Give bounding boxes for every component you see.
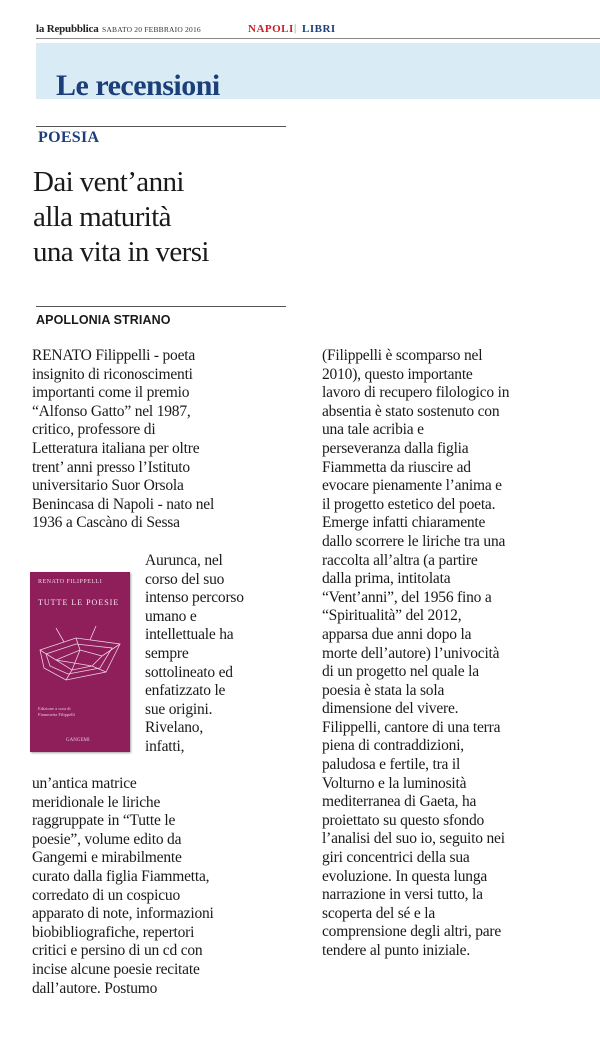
text-line: 1936 a Cascàno di Sessa (32, 514, 180, 532)
column-1-top (32, 347, 214, 533)
text-line: corredato di un cospicuo (32, 886, 180, 904)
text-line: intellettuale ha (145, 626, 234, 644)
article-headline (33, 165, 313, 270)
text-line: “Spiritualità” del 2012, (322, 607, 462, 625)
text-line: Fiammetta da riuscire ad (322, 458, 471, 476)
text-line: giri concentrici della sua (322, 849, 470, 867)
text-line: “Alfonso Gatto” nel 1987, (32, 402, 191, 420)
text-line: intenso percorso (145, 589, 244, 607)
text-line: critici e persino di un cd con (32, 942, 203, 960)
text-line: Emerge infatti chiaramente (322, 514, 486, 532)
headline-line: una vita in versi (33, 236, 209, 268)
text-line: universitario Suor Orsola (32, 477, 184, 495)
text-line: il progetto estetico del poeta. (322, 495, 496, 513)
text-line: RENATO Filippelli - poeta (32, 347, 196, 364)
text-line: dall’autore. Postumo (32, 979, 158, 997)
section-name: NAPOLI (248, 23, 294, 35)
column-1-bottom (32, 775, 214, 998)
issue-date: SABATO 20 FEBBRAIO 2016 (102, 25, 201, 34)
book-subtitle-line: Edizione a cura di (38, 706, 71, 711)
text-line: 2010), questo importante (322, 365, 473, 383)
kicker-rule (36, 126, 286, 127)
text-line: sue origini. (145, 700, 213, 718)
text-line: perseveranza dalla figlia (322, 439, 469, 457)
column-1-beside-image (145, 552, 244, 757)
text-line: comprensione degli altri, pare (322, 923, 502, 941)
text-line: lavoro di recupero filologico in (322, 384, 510, 402)
text-line: Rivelano, (145, 719, 204, 737)
text-line: una tale acribia e (322, 421, 424, 439)
book-cover-publisher: GANGEMI (66, 738, 90, 743)
text-line: evoluzione. In questa lunga (322, 867, 488, 885)
text-line: “Vent’anni”, del 1956 fino a (322, 588, 492, 606)
headline-line: alla maturità (33, 201, 171, 233)
text-line: sottolineato ed (145, 663, 233, 681)
text-line: Benincasa di Napoli - nato nel (32, 495, 215, 513)
text-line: paludosa e fertile, tra il (322, 756, 461, 774)
text-line: poesie”, volume edito da (32, 830, 182, 848)
subsection-name: LIBRI (302, 23, 336, 35)
text-line: evocare pienamente l’anima e (322, 477, 502, 495)
reviews-banner (36, 43, 600, 102)
text-line: umano e (145, 607, 197, 625)
byline-rule (36, 306, 286, 307)
text-line: (Filippelli è scomparso nel (322, 347, 483, 364)
section-separator: | (294, 22, 297, 34)
text-line: Gangemi e mirabilmente (32, 849, 182, 867)
newspaper-brand: la Repubblica (36, 23, 99, 35)
text-line: biobibliografiche, repertori (32, 923, 195, 941)
text-line: narrazione in versi tutto, la (322, 886, 483, 904)
text-line: l’analisi del suo io, seguito nei (322, 830, 505, 848)
text-line: piena di contraddizioni, (322, 737, 464, 755)
text-line: Volturno e la luminosità (322, 774, 467, 792)
text-line: enfatizzato le (145, 682, 226, 700)
text-line: dalla prima, intitolata (322, 570, 451, 588)
book-cover-illustration (36, 620, 124, 698)
book-cover-author: RENATO FILIPPELLI (38, 579, 103, 585)
text-line: incise alcune poesie recitate (32, 960, 200, 978)
article-kicker: POESIA (38, 129, 100, 146)
text-line: tendere al punto iniziale. (322, 942, 471, 959)
column-2 (322, 347, 509, 961)
text-line: meridionale le liriche (32, 793, 161, 811)
text-line: sempre (145, 644, 189, 662)
text-line: poesia è stata la sola (322, 681, 445, 699)
text-line: Letteratura italiana per oltre (32, 439, 200, 457)
text-line: apparato di note, informazioni (32, 905, 214, 923)
text-line: morte dell’autore) l’univocità (322, 644, 500, 662)
text-line: di un progetto nel quale la (322, 663, 479, 681)
text-line: dallo scorrere le liriche tra una (322, 532, 506, 550)
book-cover-title: TUTTE LE POESIE (38, 598, 120, 607)
text-line: curato dalla figlia Fiammetta, (32, 867, 210, 885)
text-line: corso del suo (145, 570, 225, 588)
book-cover-subtitle (38, 706, 75, 718)
masthead (36, 22, 600, 39)
text-line: dimensione del vivere. (322, 700, 459, 718)
text-line: trent’ anni presso l’Istituto (32, 458, 190, 476)
headline-line: Dai vent’anni (33, 166, 184, 198)
article-byline: APOLLONIA STRIANO (36, 313, 171, 327)
book-cover-image (30, 572, 130, 752)
text-line: Aurunca, nel (145, 552, 223, 569)
text-line: un’antica matrice (32, 775, 137, 792)
text-line: critico, professore di (32, 421, 156, 439)
text-line: Filippelli, cantore di una terra (322, 718, 501, 736)
text-line: insignito di riconoscimenti (32, 365, 193, 383)
text-line: apparsa due anni dopo la (322, 625, 472, 643)
banner-title: Le recensioni (56, 69, 220, 102)
text-line: scoperta del sé e la (322, 904, 436, 922)
text-line: raccolta all’altra (a partire (322, 551, 478, 569)
book-subtitle-line: Fiammetta Filippelli (38, 712, 75, 717)
text-line: proiettato su questo sfondo (322, 811, 485, 829)
text-line: raggruppate in “Tutte le (32, 812, 176, 830)
text-line: infatti, (145, 737, 185, 755)
text-line: importanti come il premio (32, 384, 190, 402)
text-line: absentia è stato sostenuto con (322, 402, 500, 420)
text-line: mediterranea di Gaeta, ha (322, 793, 477, 811)
